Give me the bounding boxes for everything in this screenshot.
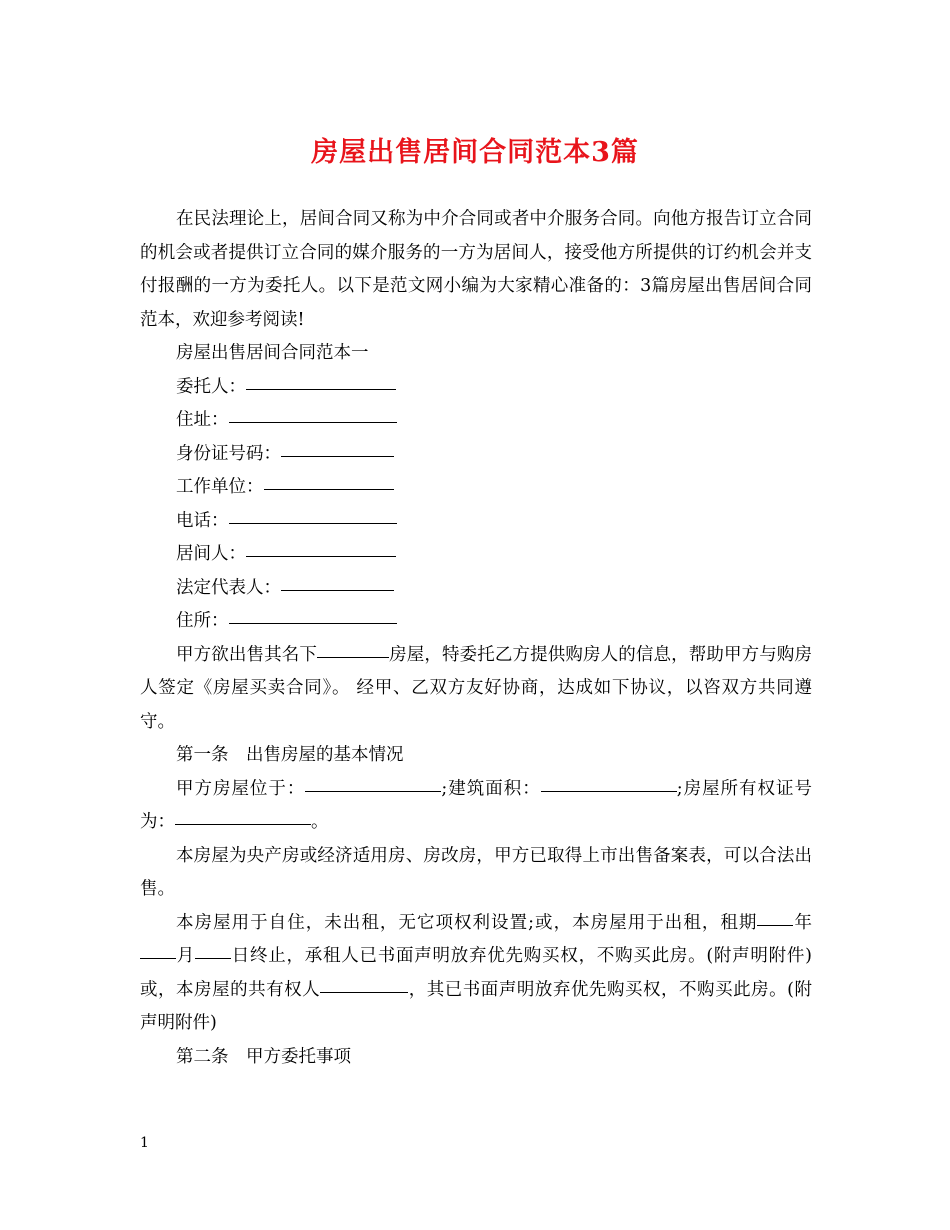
- blank-line: [175, 806, 311, 825]
- blank-line: [140, 940, 176, 959]
- blank-line: [541, 773, 677, 792]
- text-run: 日终止，承租人已书面声明放弃优先购买权，不购买此房。(附声明附件)或，本房屋的共有权人: [140, 946, 813, 1000]
- field-address: [140, 404, 812, 438]
- blank-line: [281, 438, 394, 457]
- field-label: 电话：: [176, 510, 229, 531]
- text-run: 甲方房屋位于：: [176, 778, 306, 799]
- blank-line: [229, 605, 397, 624]
- field-label: 委托人：: [176, 376, 246, 397]
- field-label: 工作单位：: [176, 477, 264, 497]
- blank-line: [281, 572, 394, 591]
- text-run: ;建筑面积：: [441, 778, 541, 799]
- blank-line: [317, 639, 389, 658]
- field-legal-rep: [140, 572, 812, 606]
- text-run: 房屋，特委托乙方提供购房人的信息，帮助甲方与购房人签定《房屋买卖合同》。 经甲、乙双方友好协商，达成如下协议，以咨双方共同遵守。: [140, 644, 812, 732]
- article-1-heading: 第一条 出售房屋的基本情况: [176, 745, 404, 765]
- field-employer: [140, 471, 812, 505]
- intro-paragraph: 在民法理论上，居间合同又称为中介合同或者中介服务合同。向他方报告订立合同的机会或者提供订立合同的媒介服务的一方为居间人，接受他方所提供的订约机会并支付报酬的一方为委托人。以下是范文网小编为大家精心准备的：3篇房屋出售居间合同范本，欢迎参考阅读!: [140, 209, 812, 330]
- field-residence: [140, 605, 812, 639]
- occupancy-paragraph: [140, 907, 812, 1041]
- document-body: [140, 203, 812, 1074]
- legality-paragraph: 本房屋为央产房或经济适用房、房改房，甲方已取得上市出售备案表，可以合法出售。: [140, 845, 812, 899]
- field-id-number: [140, 438, 812, 472]
- text-run: 年: [793, 912, 813, 933]
- blank-line: [229, 505, 397, 524]
- commission-paragraph: [140, 639, 812, 740]
- field-intermediary: [140, 538, 812, 572]
- text-run: 甲方欲出售其名下: [176, 644, 317, 665]
- text-run: 月: [176, 946, 196, 966]
- blank-line: [229, 404, 397, 423]
- text-run: ;房屋所有权证号为：: [140, 778, 812, 832]
- document-title: 房屋出售居间合同范本3篇: [311, 137, 639, 168]
- field-label: 住所：: [176, 611, 229, 631]
- blank-line: [305, 773, 441, 792]
- text-run: ，其已书面声明放弃优先购买权，不购买此房。(附声明附件): [140, 979, 812, 1033]
- location-paragraph: [140, 773, 812, 840]
- blank-line: [195, 940, 231, 959]
- text-run: 本房屋用于自住，未出租，无它项权利设置;或，本房屋用于出租，租期: [176, 912, 758, 933]
- field-label: 住址：: [176, 410, 229, 430]
- field-label: 居间人：: [176, 544, 246, 564]
- field-client: [140, 371, 812, 405]
- text-run: 。: [311, 812, 329, 832]
- blank-line: [264, 471, 394, 490]
- blank-line: [757, 907, 793, 926]
- field-label: 身份证号码：: [176, 443, 281, 464]
- article-2-heading: 第二条 甲方委托事项: [176, 1046, 351, 1067]
- blank-line: [246, 371, 396, 390]
- section-title: 房屋出售居间合同范本一: [176, 343, 369, 363]
- blank-line: [246, 538, 396, 557]
- page-number: 1: [140, 1135, 149, 1151]
- field-label: 法定代表人：: [176, 577, 281, 598]
- blank-line: [320, 974, 408, 993]
- field-phone: [140, 505, 812, 539]
